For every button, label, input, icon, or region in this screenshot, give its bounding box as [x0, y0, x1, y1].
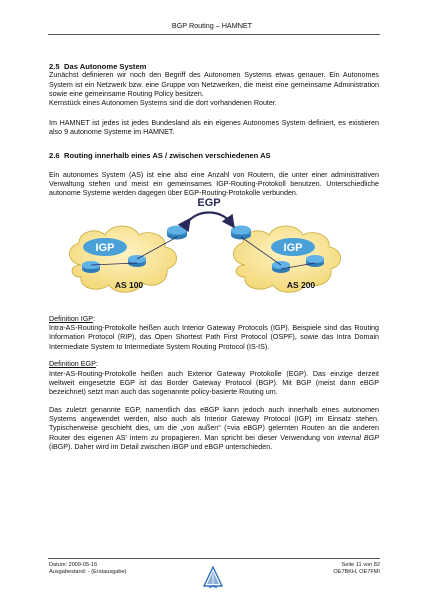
section-heading-2-5: [49, 62, 379, 71]
section-number: 2.5: [49, 62, 60, 71]
emphasis: internal BGP: [337, 433, 380, 442]
paragraph: Zunächst definieren wir noch den Begriff des Autonomen Systems etwas genauer. Ein Autonomes System ist ein Netzwerk bzw. eine Gruppe von Netzwerken, die meist eine gemeinsame Administration sowie eine gemeinsame Routing Policy besitzen.: [49, 71, 379, 99]
definition-heading: Definition IGP:: [49, 314, 96, 323]
igp-label: IGP: [283, 241, 303, 254]
header-divider: [48, 34, 380, 35]
diagram-svg: [49, 196, 379, 307]
footer-authors: OE7BKH, OE7FMI: [333, 569, 380, 576]
router-icon: [128, 255, 146, 267]
igp-label: IGP: [95, 241, 115, 254]
page-header: BGP Routing – HAMNET: [171, 21, 253, 30]
as-label: AS 100: [114, 279, 144, 290]
paragraph: Ein autonomes System (AS) ist eine also eine Anzahl von Routern, die unter einer administrativen Verwaltung stehen und meist ein gemeinsames IGP-Routing-Protokoll benutzen. Unterschiedliche autonome Systeme werden dagegen über EGP-Routing-Protokolle verbunden.: [49, 170, 379, 198]
section-title: Das Autonome System: [64, 62, 147, 71]
definition-heading: Definition EGP:: [49, 360, 98, 369]
footer-left: [49, 562, 126, 576]
footer-edition: Ausgabestand: - (Erstausgabe): [49, 569, 127, 576]
right-igp-badge: [271, 238, 315, 256]
footer-date: Datum: 2009-05-16: [49, 562, 98, 568]
page-content: [49, 62, 379, 452]
as-routing-diagram: [49, 196, 379, 307]
footer-page-number: Seite 11 von 82: [341, 562, 380, 568]
section-heading-2-6: [49, 151, 379, 160]
paragraph: Kernstück eines Autonomen Systems sind die dort vorhandenen Router.: [49, 99, 277, 108]
router-icon: [82, 261, 100, 273]
paragraph: Im HAMNET ist jedes ist jedes Bundesland als ein eigenes Autonomes System definiert, es existieren also 9 autonome Systeme im HAMNET.: [49, 118, 379, 137]
paragraph: Das zuletzt genannte EGP, namentlich das eBGP kann jedoch auch innerhalb eines autonomen Systems angewendet werden, also auch als Interior Gateway Protocol (IGP) im Einsatz stehen. Typischerweise geschieht dies, um die „von außen“ (=via eBGP) gelernten Routen an die anderen Router des eigenen AS' intern zu propagieren. Man spricht bei dieser Verwendung von internal BGP (iBGP). Daher wird im Detail zwischen iBGP und eBGP unterschieden.: [49, 405, 380, 451]
section-number: 2.6: [49, 151, 60, 161]
footer-divider: [48, 558, 380, 559]
router-icon: [306, 255, 324, 267]
egp-arrow: [187, 212, 231, 223]
section-title: Routing innerhalb eines AS / zwischen verschiedenen AS: [64, 151, 271, 161]
amateur-radio-logo-icon: [202, 566, 224, 590]
egp-label: EGP: [197, 196, 221, 209]
as-label: AS 200: [286, 279, 316, 290]
footer-right: [333, 562, 380, 576]
left-igp-badge: [83, 238, 127, 256]
paragraph: Inter-AS-Routing-Protokolle heißen auch Exterior Gateway Protokolle (EGP). Das einzige derzeit weltweit eingesetzte EGP ist das Border Gateway Protocol (BGP). Mit BGP (meist dann eBGP bezeichnet) setzt man auch das sogenannte policy-basierte Routing um.: [49, 369, 379, 397]
router-icon: [272, 261, 290, 273]
paragraph: Intra-AS-Routing-Protokolle heißen auch Interior Gateway Protocols (IGP). Beispiele sind das Routing Information Protocol (RIP), das Open Shortest Path First Protocol (OSPF), sowie das Intra Domain Intermediate System to Intermediate System Routing Protocol (IS-IS).: [49, 324, 379, 351]
